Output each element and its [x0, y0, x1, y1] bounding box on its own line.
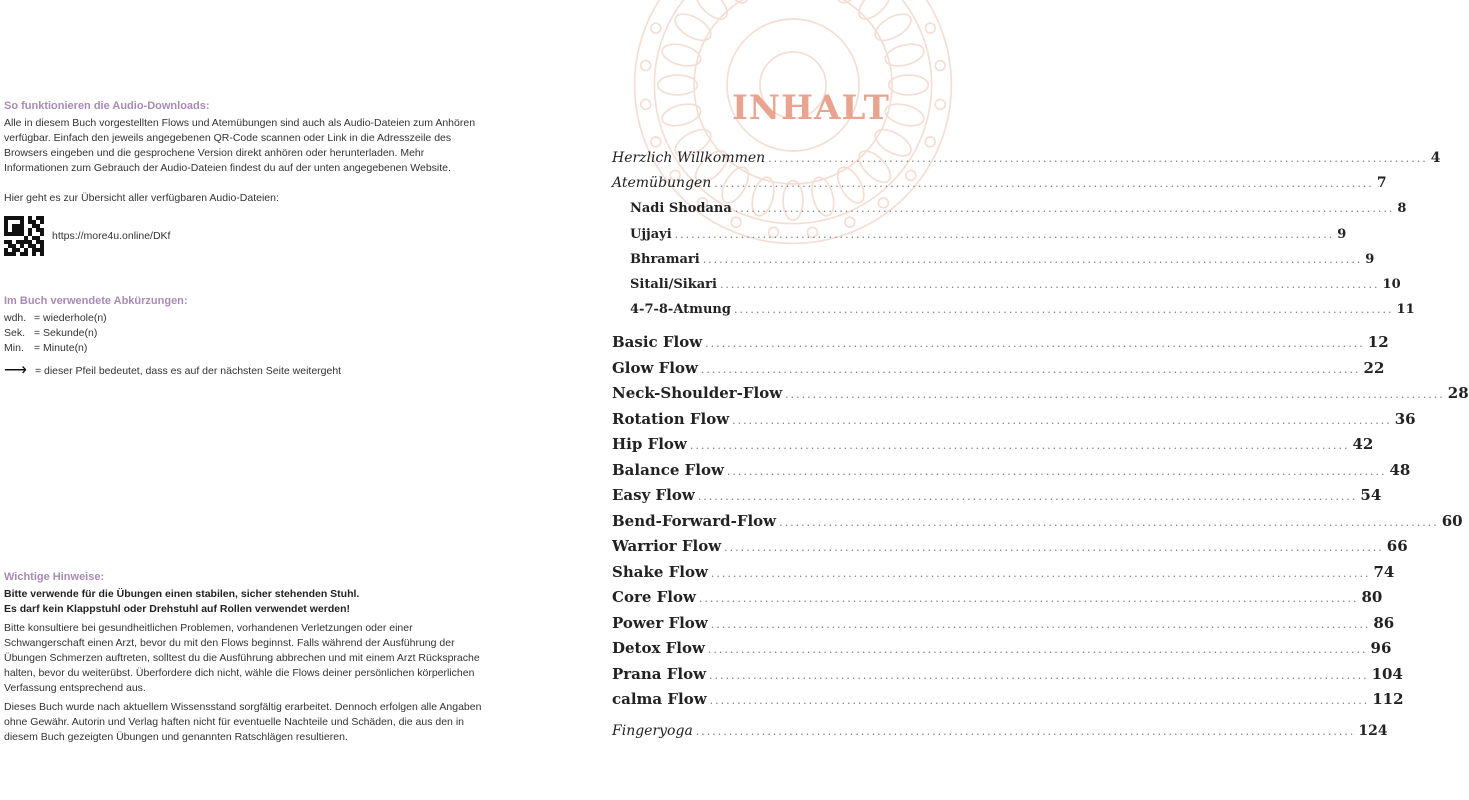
abbreviation-meaning: = Sekunde(n) [34, 327, 98, 339]
toc-entry-label: Glow Flow [612, 359, 698, 377]
toc-leader: ........................................................................................................................ [733, 303, 1394, 316]
toc-entry[interactable] [630, 227, 1347, 242]
toc-entry-label: Detox Flow [612, 639, 705, 657]
toc-entry[interactable] [612, 665, 1403, 683]
toc-leader: ........................................................................................................................ [785, 388, 1445, 401]
toc-entry[interactable] [612, 614, 1395, 632]
toc-entry[interactable] [630, 201, 1407, 216]
toc-entry-page: 11 [1396, 302, 1415, 317]
toc-entry[interactable] [612, 588, 1383, 606]
toc-entry-page: 124 [1358, 723, 1388, 739]
toc-leader: ........................................................................................................................ [779, 516, 1439, 529]
toc-leader: ........................................................................................................................ [700, 363, 1361, 376]
toc-entry-label: Atemübungen [612, 175, 712, 191]
toc-entry-label: 4-7-8-Atmung [630, 302, 731, 317]
toc-entry[interactable] [630, 302, 1415, 317]
toc-leader: ........................................................................................................................ [768, 152, 1428, 165]
toc-entry-page: 12 [1367, 333, 1389, 351]
toc-entry[interactable] [612, 410, 1416, 428]
toc-leader: ........................................................................................................................ [734, 202, 1395, 215]
toc-leader: ........................................................................................................................ [689, 439, 1350, 452]
toc-entry[interactable] [630, 252, 1375, 267]
abbreviation-term: Sek. [4, 327, 26, 339]
toc-entry[interactable] [612, 563, 1395, 581]
toc-entry-label: Rotation Flow [612, 410, 730, 428]
toc-entry[interactable] [612, 461, 1411, 479]
toc-leader: ........................................................................................................................ [702, 253, 1363, 266]
toc-entry-page: 104 [1371, 665, 1403, 683]
toc-entry-page: 80 [1361, 588, 1383, 606]
toc-leader: ........................................................................................................................ [695, 725, 1356, 738]
toc-leader: ........................................................................................................................ [719, 278, 1380, 291]
abbreviations-section [4, 295, 482, 378]
toc-entry-page: 54 [1360, 486, 1382, 504]
toc-leader: ........................................................................................................................ [724, 541, 1384, 554]
toc-leader: ........................................................................................................................ [705, 337, 1365, 350]
toc-entry-page: 7 [1376, 175, 1387, 191]
toc-entry-label: Hip Flow [612, 435, 687, 453]
notes-bold-line: Bitte verwende für die Übungen einen stabilen, sicher stehenden Stuhl. [4, 588, 360, 600]
abbreviation-list [4, 311, 482, 356]
toc-entry-label: Fingeryoga [612, 723, 693, 739]
abbreviation-term: Min. [4, 342, 24, 354]
toc-entry-page: 60 [1441, 512, 1463, 530]
toc-entry-page: 36 [1394, 410, 1416, 428]
toc-entry-page: 9 [1365, 252, 1375, 267]
toc-entry-page: 9 [1337, 227, 1347, 242]
audio-section-title: So funktionieren die Audio-Downloads: [4, 100, 210, 112]
toc-leader: ........................................................................................................................ [732, 414, 1392, 427]
toc-leader: ........................................................................................................................ [710, 618, 1371, 631]
toc-entry-label: calma Flow [612, 690, 707, 708]
toc-entry[interactable] [612, 150, 1441, 166]
audio-section [4, 100, 482, 256]
abbreviation-meaning: = Minute(n) [34, 342, 88, 354]
notes-paragraph: Dieses Buch wurde nach aktuellem Wissensstand sorgfältig erarbeitet. Dennoch erfolgen alle Angaben ohne Gewähr. Autorin und Verlag haften nicht für eventuelle Nachteile und Schäden, die aus den in diesem Buch gezeigten Übungen und genannten Ratschlägen resultieren. [4, 701, 482, 743]
toc-entry-label: Ujjayi [630, 227, 672, 242]
arrow-legend [4, 364, 482, 378]
toc-leader: ........................................................................................................................ [697, 490, 1358, 503]
arrow-right-icon: ⟶ [4, 362, 27, 379]
toc-entry[interactable] [630, 277, 1401, 292]
toc-entry-label: Warrior Flow [612, 537, 722, 555]
toc-entry-page: 96 [1370, 639, 1392, 657]
toc-leader: ........................................................................................................................ [726, 465, 1387, 478]
toc-entry[interactable] [612, 359, 1385, 377]
abbreviation-meaning: = wiederhole(n) [34, 312, 107, 324]
left-page [0, 0, 500, 800]
toc-entry[interactable] [612, 175, 1387, 191]
audio-link[interactable]: https://more4u.online/DKf [52, 230, 171, 242]
toc-entry-page: 10 [1382, 277, 1401, 292]
toc-entry[interactable] [612, 690, 1404, 708]
toc-entry-label: Bend-Forward-Flow [612, 512, 777, 530]
audio-overview-text: Hier geht es zur Übersicht aller verfügbaren Audio-Dateien: [4, 192, 279, 204]
toc-entry-label: Easy Flow [612, 486, 695, 504]
toc-entry-label: Neck-Shoulder-Flow [612, 384, 783, 402]
toc-entry-page: 112 [1372, 690, 1404, 708]
notes-bold-line: Es darf kein Klappstuhl oder Drehstuhl auf Rollen verwendet werden! [4, 603, 350, 615]
toc-leader: ........................................................................................................................ [709, 694, 1370, 707]
toc-entry-page: 8 [1397, 201, 1407, 216]
toc-leader: ........................................................................................................................ [709, 669, 1369, 682]
toc-leader: ........................................................................................................................ [707, 643, 1368, 656]
toc-entry-label: Core Flow [612, 588, 696, 606]
toc-leader: ........................................................................................................................ [710, 567, 1371, 580]
toc-entry-page: 66 [1386, 537, 1408, 555]
toc-entry-page: 4 [1430, 150, 1441, 166]
notes-paragraph: Bitte konsultiere bei gesundheitlichen Problemen, vorhandenen Verletzungen oder einer Schwangerschaft einen Arzt, bevor du mit den Flows beginnst. Falls während der Ausführung der Übungen Schmerzen auftreten, solltest du die Ausführung abbrechen und mit einem Arzt Rücksprache halten, bevor du weiterübst. Überfordere dich nicht, wähle die Flows deiner persönlichen körperlichen Verfassung entsprechend aus. [4, 622, 480, 694]
toc-entry-label: Basic Flow [612, 333, 703, 351]
toc-entry-page: 28 [1447, 384, 1469, 402]
toc-leader: ........................................................................................................................ [714, 177, 1374, 190]
toc-entry-label: Bhramari [630, 252, 700, 267]
toc-entry-page: 22 [1363, 359, 1385, 377]
toc-entry[interactable] [612, 384, 1469, 402]
qr-code-icon[interactable] [4, 216, 44, 256]
toc-entry-label: Prana Flow [612, 665, 707, 683]
toc-entry-page: 74 [1373, 563, 1395, 581]
toc-entry-label: Nadi Shodana [630, 201, 732, 216]
toc-entry[interactable] [612, 333, 1389, 351]
toc-entry-page: 48 [1389, 461, 1411, 479]
toc-entry[interactable] [612, 435, 1374, 453]
toc-entry-page: 86 [1373, 614, 1395, 632]
right-page [500, 0, 1469, 800]
toc-entry-label: Herzlich Willkommen [612, 150, 766, 166]
notes-title: Wichtige Hinweise: [4, 571, 105, 583]
toc-entry-label: Shake Flow [612, 563, 708, 581]
audio-paragraph: Alle in diesem Buch vorgestellten Flows und Atemübungen sind auch als Audio-Dateien zum Anhören verfügbar. Einfach den jeweils angegebenen QR-Code scannen oder Link in die Adresszeile des Browsers eingeben und die gesprochene Version direkt anhören oder herunterladen. Mehr Informationen zum Gebrauch der Audio-Dateien findest du auf der unten angegebenen Website. [4, 117, 476, 174]
toc-entry[interactable] [612, 537, 1408, 555]
arrow-legend-text: = dieser Pfeil bedeutet, dass es auf der nächsten Seite weitergeht [34, 365, 342, 377]
qr-row [4, 216, 482, 256]
toc-entry-label: Balance Flow [612, 461, 724, 479]
notes-section [4, 571, 482, 745]
toc-entry[interactable] [612, 723, 1388, 739]
toc-entry[interactable] [612, 639, 1392, 657]
abbreviations-title: Im Buch verwendete Abkürzungen: [4, 295, 188, 307]
abbreviation-term: wdh. [4, 312, 27, 324]
toc-entry-label: Power Flow [612, 614, 708, 632]
toc-entry-page: 42 [1352, 435, 1374, 453]
toc-leader: ........................................................................................................................ [698, 592, 1359, 605]
toc-entry[interactable] [612, 512, 1463, 530]
toc-leader: ........................................................................................................................ [674, 228, 1335, 241]
toc-title: INHALT [732, 88, 890, 128]
toc-entry-label: Sitali/Sikari [630, 277, 717, 292]
toc-entry[interactable] [612, 486, 1382, 504]
